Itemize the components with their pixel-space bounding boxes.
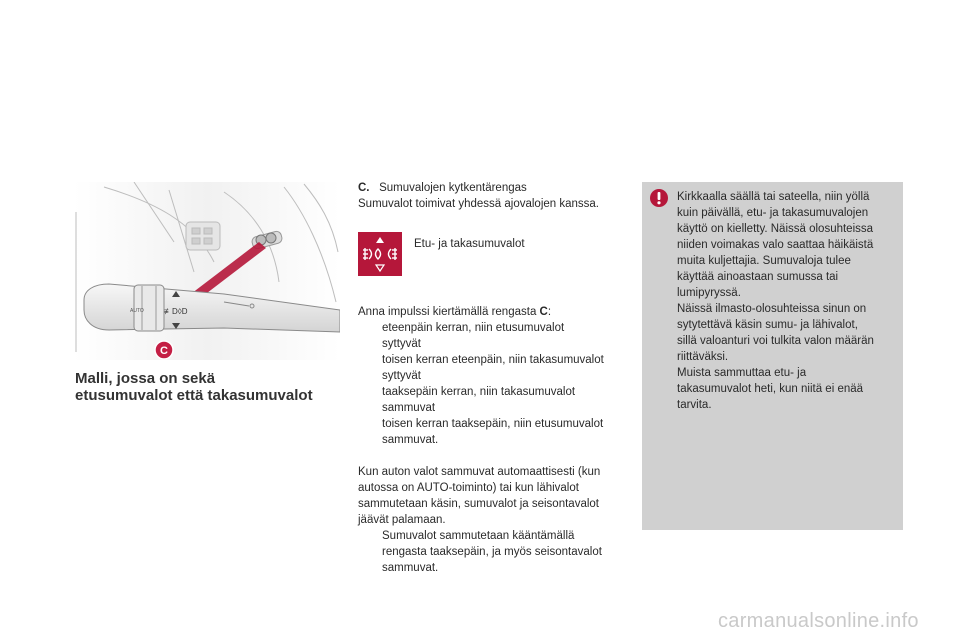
bullet-item: taaksepäin kerran, niin takasumuvalot sammuvat [358,384,626,416]
bullet-item: toisen kerran eteenpäin, niin takasumuvalot syttyvät [358,352,626,384]
warning-line: lumipyryssä. [677,287,741,299]
warning-line: muita kuljettajia. Sumuvaloja tulee [677,255,851,267]
warning-line: kuin päivällä, etu- ja takasumuvalojen [677,207,869,219]
exclamation-icon [650,189,668,207]
warning-line: niiden voimakas valo saattaa häikäistä [677,239,874,251]
instruction-text: Anna impulssi kiertämällä rengasta C: [358,306,552,318]
ring-heading-letter: C. [358,182,370,194]
symbol-label: Etu- ja takasumuvalot [414,238,525,250]
auto-paragraph: Kun auton valot sammuvat automaattisesti (kun autossa on AUTO-toiminto) tai kun lähivalot sammutetaan käsin, sumuvalot ja seisontavalot jäävät palamaan. [358,466,601,526]
dashboard-vents [186,222,220,250]
bullet-mark [358,416,382,448]
bullet-mark [358,384,382,416]
warning-line: Muista sammuttaa etu- ja [677,367,807,379]
warning-line: Kirkkaalla säällä tai sateella, niin yöllä [677,191,870,203]
symbol-row [358,232,626,284]
warning-line: käyttö on kielletty. Näissä olosuhteissa [677,223,874,235]
front-rear-fog-lamp-icon [358,232,402,276]
warning-line: tarvita. [677,399,712,411]
warning-line: sytytettävä käsin sumu- ja lähivalot, [677,319,858,331]
warning-line: käyttää ainoastaan sumussa tai [677,271,839,283]
warning-line: riittäväksi. [677,351,729,363]
svg-text:≢D◊D: ≢D◊D [164,307,188,316]
section-title-line1: Malli, jossa on sekä [75,370,216,387]
ring-heading [358,180,626,196]
instructions-column [358,180,626,576]
intro-text: Sumuvalot toimivat yhdessä ajovalojen kanssa. [358,198,599,210]
warning-line: Näissä ilmasto-olosuhteissa sinun on [677,303,867,315]
warning-text [677,189,895,413]
bullet-mark [358,528,382,576]
bullet-mark [358,320,382,352]
warning-line: takasumuvalot heti, kun niitä ei enää [677,383,864,395]
bullet-item: toisen kerran taaksepäin, niin etusumuvalot sammuvat. [358,416,626,448]
watermark-link[interactable]: carmanualsonline.info [718,610,919,632]
bullet-item: Sumuvalot sammutetaan kääntämällä rengasta taaksepäin, ja myös seisontavalot sammuvat. [358,528,626,576]
fog-light-stalk-illustration [74,182,340,360]
bullet-item: eteenpäin kerran, niin etusumuvalot syttyvät [358,320,626,352]
section-title [75,370,345,404]
warning-line: sillä valoanturi voi tulkita valon määrän [677,335,874,347]
ring-c-badge [155,341,173,359]
auto-label: AUTO [130,308,144,314]
bullet-mark [358,352,382,384]
ring-heading-text: Sumuvalojen kytkentärengas [379,182,527,194]
svg-text:C: C [160,345,168,357]
section-title-line2: etusumuvalot että takasumuvalot [75,387,313,404]
